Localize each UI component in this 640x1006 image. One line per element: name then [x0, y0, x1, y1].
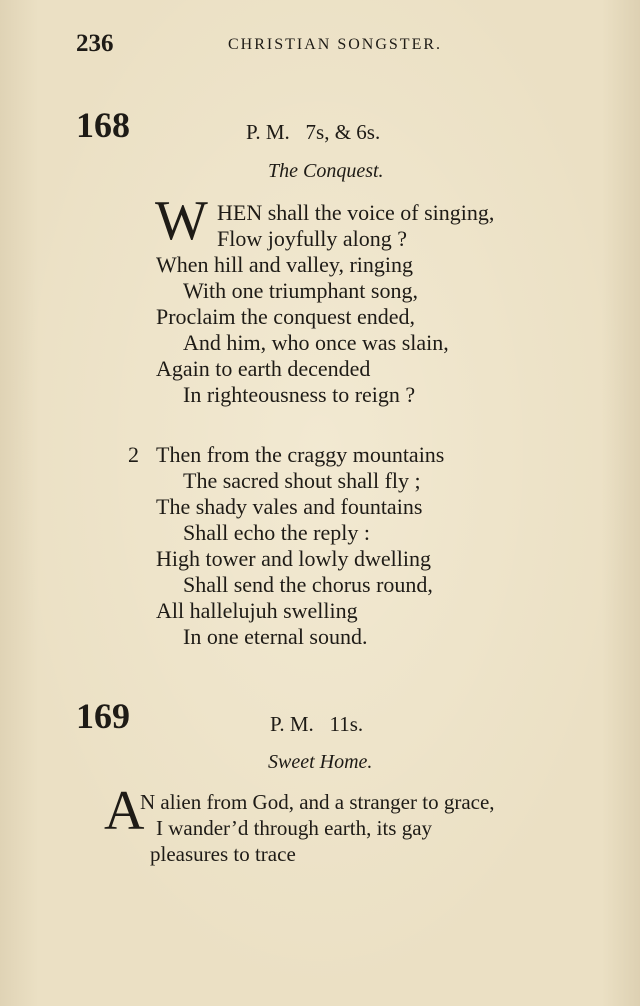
- verse-number: 2: [128, 442, 139, 467]
- verse-line: In righteousness to reign ?: [183, 382, 416, 407]
- verse-line: The shady vales and fountains: [156, 494, 423, 519]
- verse-line: Shall send the chorus round,: [183, 572, 433, 597]
- verse-line: I wander’d through earth, its gay: [156, 816, 433, 840]
- verse-line: In one eternal sound.: [183, 624, 368, 649]
- hymn-number: 168: [76, 105, 130, 145]
- hymn-meter: P. M. 11s.: [270, 712, 364, 736]
- hymn-tune-title: Sweet Home.: [268, 751, 373, 773]
- verse-line: When hill and valley, ringing: [156, 252, 414, 277]
- verse-line: HEN shall the voice of singing,: [217, 200, 495, 225]
- drop-cap: A: [104, 780, 145, 842]
- verse-line: N alien from God, and a stranger to grace,: [140, 790, 495, 814]
- hymn-tune-title: The Conquest.: [268, 160, 384, 182]
- verse-line: Then from the craggy mountains: [156, 442, 445, 467]
- hymn-meter: P. M. 7s, & 6s.: [246, 120, 381, 144]
- verse-line: Proclaim the conquest ended,: [156, 304, 416, 329]
- verse-line: Again to earth decended: [156, 356, 371, 381]
- verse-line: Shall echo the reply :: [183, 520, 370, 545]
- hymn-number: 169: [76, 696, 130, 736]
- running-head: [76, 30, 556, 60]
- book-title: CHRISTIAN SONGSTER.: [228, 36, 443, 53]
- verse-line: High tower and lowly dwelling: [156, 546, 431, 571]
- verse-line: Flow joyfully along ?: [217, 226, 408, 251]
- page-number: 236: [76, 30, 114, 57]
- verse-line: The sacred shout shall fly ;: [183, 468, 421, 493]
- drop-cap: W: [155, 190, 208, 252]
- verse-line: pleasures to trace: [150, 842, 296, 866]
- verse-line: And him, who once was slain,: [183, 330, 449, 355]
- verse-line: All hallelujuh swelling: [156, 598, 358, 623]
- verse-line: With one triumphant song,: [183, 278, 418, 303]
